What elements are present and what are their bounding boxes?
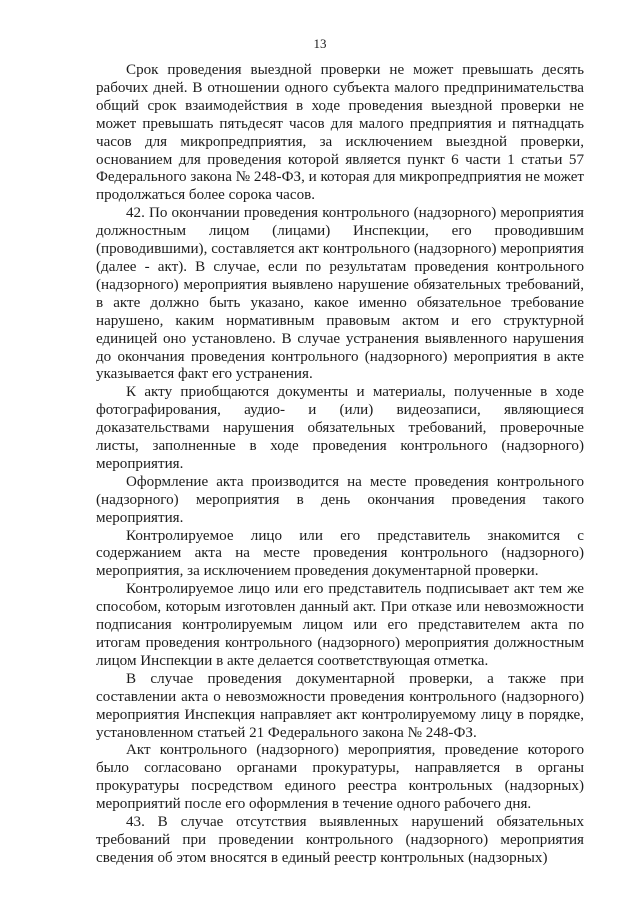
paragraph-act-formalization: Оформление акта производится на месте проведения контрольного (надзорного) мероприятия в день окончания проведения такого мероприятия. [96,473,584,526]
paragraph-attached-materials: К акту приобщаются документы и материалы, полученные в ходе фотографирования, аудио- и (или) видеозаписи, являющиеся доказательствами нарушения обязательных требований, проверочные листы, заполненные в ходе проведения контрольного (надзорного) мероприятия. [96,384,584,472]
paragraph-act-signing: Контролируемое лицо или его представитель подписывает акт тем же способом, которым изготовлен данный акт. При отказе или невозможности подписания контролируемым лицом или его представителем акта по итогам проведения контрольного (надзорного) мероприятия должностным лицом Инспекции в акте делается соответствующая отметка. [96,581,584,669]
paragraph-documentary-check: В случае проведения документарной проверки, а также при составлении акта о невозможности проведения контрольного (надзорного) мероприятия Инспекция направляет акт контролируемому лицу в порядке, установленном статьей 21 Федерального закона № 248-ФЗ. [96,670,584,741]
paragraph-prosecutor-notice: Акт контрольного (надзорного) мероприятия, проведение которого было согласовано органами прокуратуры, направляется в органы прокуратуры посредством единого реестра контрольных (надзорных) мероприятий после его оформления в течение одного рабочего дня. [96,742,584,813]
paragraph-act-familiarization: Контролируемое лицо или его представитель знакомится с содержанием акта на месте проведения контрольного (надзорного) мероприятия, за исключением проведения документарной проверки. [96,527,584,580]
document-text [96,62,584,868]
paragraph-43-no-violations: 43. В случае отсутствия выявленных нарушений обязательных требований при проведении контрольного (надзорного) мероприятия сведения об этом вносятся в единый реестр контрольных (надзорных) [96,814,584,866]
page-number: 13 [313,36,327,51]
paragraph-visit-duration: Срок проведения выездной проверки не может превышать десять рабочих дней. В отношении одного субъекта малого предпринимательства общий срок взаимодействия в ходе проведения выездной проверки не может превышать пятьдесят часов для малого предприятия и пятнадцать часов для микропредприятия, за исключением выездной проверки, основанием для проведения которой является пункт 6 части 1 статьи 57 Федерального закона № 248-ФЗ, и которая для микропредприятия не может продолжаться более сорока часов. [96,62,584,204]
paragraph-42-act-drafting: 42. По окончании проведения контрольного (надзорного) мероприятия должностным лицом (лицами) Инспекции, его проводившим (проводившими), составляется акт контрольного (надзорного) мероприятия (далее - акт). В случае, если по результатам проведения контрольного (надзорного) мероприятия выявлено нарушение обязательных требований, в акте должно быть указано, какое именно обязательное требование нарушено, каким нормативным правовым актом и его структурной единицей оно установлено. В случае устранения выявленного нарушения до окончания проведения контрольного (надзорного) мероприятия в акте указывается факт его устранения. [96,205,584,383]
